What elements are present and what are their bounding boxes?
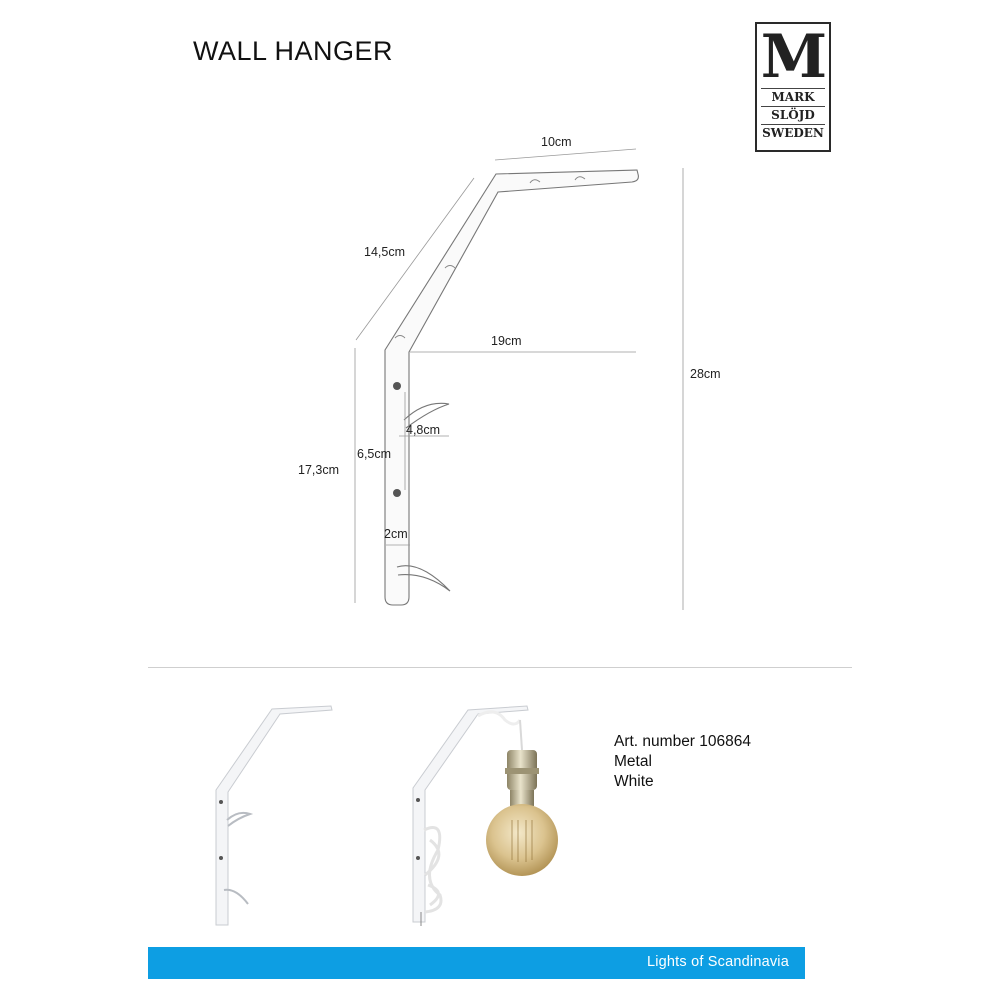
footer-tagline: Lights of Scandinavia — [646, 954, 789, 970]
dim-arm-length: 14,5cm — [364, 245, 405, 259]
footer-bar — [148, 947, 805, 979]
logo-line-slojd: SLÖJD — [761, 106, 825, 124]
color: White — [614, 773, 654, 790]
logo-line-sweden: SWEDEN — [762, 126, 824, 140]
bracket-photo — [216, 706, 332, 925]
page-title: WALL HANGER — [193, 36, 394, 66]
dim-hole-spacing: 6,5cm — [357, 447, 392, 461]
logo-line-mark: MARK — [761, 88, 825, 106]
dim-bar-width: 2cm — [384, 527, 408, 541]
dim-hook-depth: 4,8cm — [406, 423, 441, 437]
dim-reach: 19cm — [491, 334, 522, 348]
article-number: Art. number 106864 — [614, 733, 752, 750]
product-info — [614, 732, 751, 792]
dim-total-height: 28cm — [690, 367, 721, 381]
bracket-outline — [385, 170, 638, 605]
logo-letter: M — [760, 22, 826, 92]
dim-top-width: 10cm — [541, 135, 572, 149]
dim-lower-height: 17,3cm — [298, 463, 339, 477]
product-photos — [0, 680, 620, 940]
section-divider — [148, 667, 852, 668]
lamp-photo — [413, 706, 558, 926]
material: Metal — [614, 753, 652, 770]
